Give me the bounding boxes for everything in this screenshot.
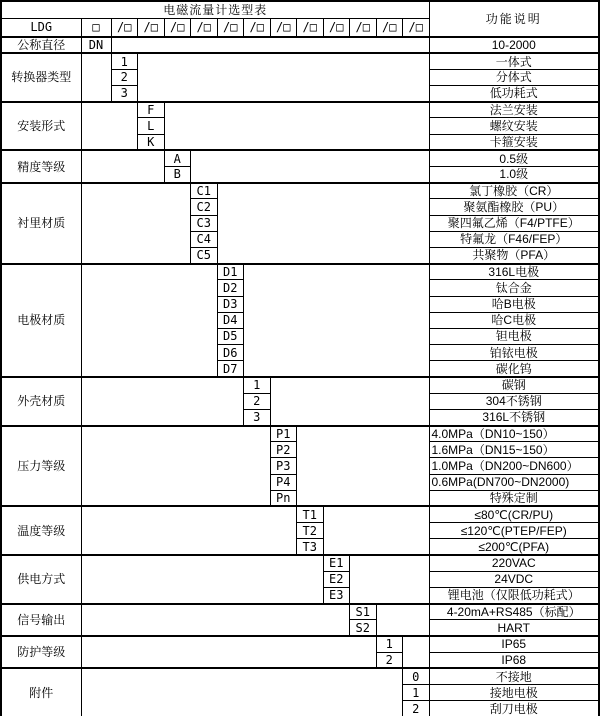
code-cell: B — [164, 167, 191, 183]
category-label: 外壳材质 — [1, 377, 81, 426]
code-cell: E1 — [323, 555, 350, 571]
filler-cell — [323, 506, 429, 555]
code-cell: 2 — [244, 393, 271, 409]
code-cell: P3 — [270, 458, 297, 474]
description-cell: 10-2000 — [429, 37, 599, 53]
description-cell: 4-20mA+RS485（标配） — [429, 604, 599, 620]
code-cell: P1 — [270, 426, 297, 442]
filler-cell — [270, 377, 429, 426]
code-cell: S1 — [350, 604, 377, 620]
code-cell: D1 — [217, 264, 244, 280]
category-label: 转换器类型 — [1, 53, 81, 102]
filler-cell — [111, 37, 429, 53]
description-cell: 特氟龙（F46/FEP） — [429, 231, 599, 247]
description-cell: 刮刀电极 — [429, 701, 599, 716]
description-cell: 哈C电极 — [429, 312, 599, 328]
description-cell: 低功耗式 — [429, 86, 599, 102]
description-cell: 卡箍安装 — [429, 134, 599, 150]
filler-cell — [81, 183, 191, 264]
table-row — [1, 506, 599, 522]
category-label: 信号输出 — [1, 604, 81, 636]
table-row — [1, 604, 599, 620]
description-cell: 共聚物（PFA） — [429, 247, 599, 263]
description-cell: 不接地 — [429, 668, 599, 684]
code-cell: 1 — [376, 636, 403, 652]
table-row — [1, 636, 599, 652]
filler-cell — [376, 604, 429, 636]
code-cell: D2 — [217, 280, 244, 296]
filler-cell — [164, 102, 429, 151]
code-cell: D7 — [217, 361, 244, 377]
filler-cell — [81, 555, 323, 604]
code-cell: 2 — [376, 652, 403, 668]
code-cell: 1 — [244, 377, 271, 393]
table-row — [1, 37, 599, 53]
description-cell: 一体式 — [429, 53, 599, 69]
description-cell: IP68 — [429, 652, 599, 668]
code-cell: D3 — [217, 296, 244, 312]
description-cell: 铂铱电极 — [429, 345, 599, 361]
table-row — [1, 555, 599, 571]
code-cell: T1 — [297, 506, 324, 522]
table-row — [1, 183, 599, 199]
code-cell: 0 — [403, 668, 430, 684]
description-cell: 24VDC — [429, 571, 599, 587]
code-cell: 2 — [403, 701, 430, 716]
table-row — [1, 264, 599, 280]
code-cell: T2 — [297, 523, 324, 539]
description-cell: 接地电极 — [429, 685, 599, 701]
code-cell: 1 — [403, 685, 430, 701]
filler-cell — [81, 426, 270, 507]
filler-cell — [81, 53, 111, 102]
code-cell: K — [138, 134, 165, 150]
code-cell: A — [164, 150, 191, 166]
category-label: 防护等级 — [1, 636, 81, 668]
table-row — [1, 53, 599, 69]
model-slot-cell: /□ — [376, 18, 403, 37]
category-label: 电极材质 — [1, 264, 81, 377]
description-cell: 哈B电极 — [429, 296, 599, 312]
code-cell: P2 — [270, 442, 297, 458]
filler-cell — [81, 668, 403, 716]
description-cell: 聚氨酯橡胶（PU） — [429, 199, 599, 215]
code-cell: C5 — [191, 247, 218, 263]
code-cell: C2 — [191, 199, 218, 215]
model-prefix: LDG — [1, 18, 81, 37]
category-label: 衬里材质 — [1, 183, 81, 264]
code-cell: F — [138, 102, 165, 118]
filler-cell — [297, 426, 430, 507]
filler-cell — [403, 636, 430, 668]
description-cell: 304不锈钢 — [429, 393, 599, 409]
filler-cell — [81, 264, 217, 377]
description-cell: 碳钢 — [429, 377, 599, 393]
description-cell: 316L电极 — [429, 264, 599, 280]
filler-cell — [244, 264, 430, 377]
code-cell: 3 — [111, 86, 138, 102]
selection-table-body — [1, 37, 599, 716]
filler-cell — [138, 53, 430, 102]
description-cell: 4.0MPa（DN10~150） — [429, 426, 599, 442]
filler-cell — [81, 150, 164, 182]
description-cell: HART — [429, 620, 599, 636]
code-cell: E3 — [323, 587, 350, 603]
description-cell: 220VAC — [429, 555, 599, 571]
model-slot-cell: /□ — [403, 18, 430, 37]
filler-cell — [81, 102, 138, 151]
description-cell: 1.6MPa（DN15~150） — [429, 442, 599, 458]
description-cell: 0.6MPa(DN700~DN2000) — [429, 474, 599, 490]
description-cell: 分体式 — [429, 69, 599, 85]
category-label: 精度等级 — [1, 150, 81, 182]
model-slot-cell: /□ — [217, 18, 244, 37]
code-cell: D4 — [217, 312, 244, 328]
table-row — [1, 102, 599, 118]
description-cell: 螺纹安装 — [429, 118, 599, 134]
category-label: 温度等级 — [1, 506, 81, 555]
table-row — [1, 150, 599, 166]
filler-cell — [191, 150, 430, 182]
code-cell: P4 — [270, 474, 297, 490]
table-row — [1, 668, 599, 684]
description-cell: 碳化钨 — [429, 361, 599, 377]
code-cell: E2 — [323, 571, 350, 587]
description-cell: 聚四氟乙烯（F4/PTFE） — [429, 215, 599, 231]
filler-cell — [81, 506, 297, 555]
filler-cell — [81, 604, 350, 636]
code-cell: Pn — [270, 490, 297, 506]
category-label: 供电方式 — [1, 555, 81, 604]
code-cell: D5 — [217, 328, 244, 344]
code-cell: C4 — [191, 231, 218, 247]
category-label: 公称直径 — [1, 37, 81, 53]
description-cell: IP65 — [429, 636, 599, 652]
description-cell: 1.0MPa（DN200~DN600） — [429, 458, 599, 474]
description-cell: 0.5级 — [429, 150, 599, 166]
description-cell: 法兰安装 — [429, 102, 599, 118]
description-cell: 锂电池（仅限低功耗式） — [429, 587, 599, 603]
table-row — [1, 426, 599, 442]
model-box-cell: □ — [81, 18, 111, 37]
code-cell: L — [138, 118, 165, 134]
code-cell: C3 — [191, 215, 218, 231]
category-label: 附件 — [1, 668, 81, 716]
code-cell: S2 — [350, 620, 377, 636]
code-cell: C1 — [191, 183, 218, 199]
category-label: 压力等级 — [1, 426, 81, 507]
title-row — [1, 1, 599, 18]
table-title: 电磁流量计选型表 — [1, 1, 429, 18]
model-slot-cell: /□ — [191, 18, 218, 37]
filler-cell — [81, 377, 244, 426]
description-cell: ≤120℃(PTEP/FEP) — [429, 523, 599, 539]
code-cell: 2 — [111, 69, 138, 85]
description-cell: ≤200℃(PFA) — [429, 539, 599, 555]
model-slot-cell: /□ — [297, 18, 324, 37]
description-cell: 1.0级 — [429, 167, 599, 183]
model-slot-cell: /□ — [138, 18, 165, 37]
code-cell: D6 — [217, 345, 244, 361]
description-cell: 316L不锈钢 — [429, 409, 599, 425]
filler-cell — [217, 183, 429, 264]
description-cell: 钽电极 — [429, 328, 599, 344]
model-slot-cell: /□ — [111, 18, 138, 37]
description-cell: 特殊定制 — [429, 490, 599, 506]
description-cell: 钛合金 — [429, 280, 599, 296]
category-label: 安装形式 — [1, 102, 81, 151]
description-cell: 氯丁橡胶（CR） — [429, 183, 599, 199]
model-slot-cell: /□ — [323, 18, 350, 37]
table-row — [1, 377, 599, 393]
model-slot-cell: /□ — [164, 18, 191, 37]
code-cell: 1 — [111, 53, 138, 69]
model-slot-cell: /□ — [350, 18, 377, 37]
code-cell: DN — [81, 37, 111, 53]
code-cell: 3 — [244, 409, 271, 425]
filler-cell — [81, 636, 376, 668]
function-column-header: 功能说明 — [429, 1, 599, 37]
filler-cell — [350, 555, 430, 604]
description-cell: ≤80℃(CR/PU) — [429, 506, 599, 522]
model-slot-cell: /□ — [270, 18, 297, 37]
model-slot-cell: /□ — [244, 18, 271, 37]
code-cell: T3 — [297, 539, 324, 555]
